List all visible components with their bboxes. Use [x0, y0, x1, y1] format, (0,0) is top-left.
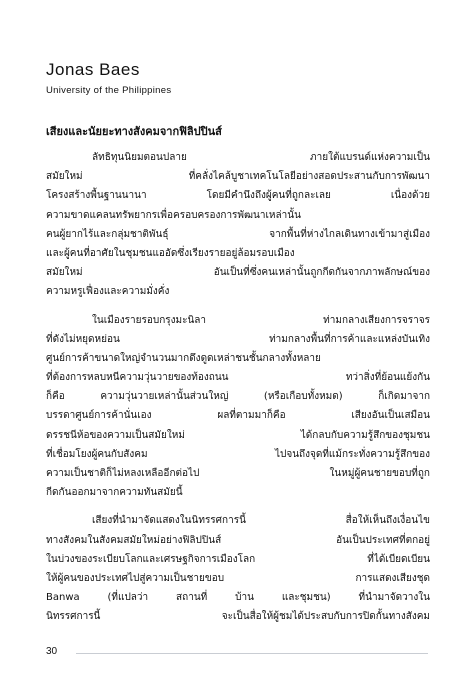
- text-line: Banwa (ที่แปลว่า สถานที่ บ้าน และชุมชน) ที่นำมาจัดวางใน: [46, 592, 430, 604]
- text-line: นิทรรศการนี้ จะเป็นสื่อให้ผู้ชมได้ประสบกับการปิดกั้นทางสังคม: [46, 611, 430, 623]
- text-line: เสียงที่นำมาจัดแสดงในนิทรรศการนี้ สื่อให้เห็นถึงเงื่อนไข: [92, 515, 430, 527]
- text-line: สมัยใหม่ อันเป็นที่ซึ่งคนเหล่านั้นถูกกีดกันจากภาพลักษณ์ของ: [46, 267, 430, 279]
- article-title: เสียงและนัยยะทางสังคมจากฟิลิปปินส์: [46, 125, 222, 138]
- text-line: ในเมืองรายรอบกรุงมะนิลา ท่ามกลางเสียงการจราจร: [92, 314, 430, 326]
- text-line: ที่เชื่อมโยงผู้คนกับสังคม ไปจนถึงจุดที่แม้กระทั่งความรู้สึกของ: [46, 448, 430, 460]
- text-line: ดรรชนีห้อของความเป็นสมัยใหม่ ได้กลบกับความรู้สึกของชุมชน: [46, 429, 430, 441]
- text-line: ที่ต้องการหลบหนีความวุ่นวายของท้องถนน ทว่าสิ่งที่ย้อนแย้งกัน: [46, 372, 430, 384]
- text-line: ศูนย์การค้าขนาดใหญ่จำนวนมากดึงดูดเหล่าชนชั้นกลางทั้งหลาย: [46, 352, 321, 364]
- article-body: [46, 148, 430, 636]
- text-line: ที่ดังไม่หยุดหย่อน ท่ามกลางพื้นที่การค้าและแหล่งบันเทิง: [46, 333, 430, 345]
- text-line: ลัทธิทุนนิยมตอนปลาย ภายใต้แบรนด์แห่งความเป็น: [92, 152, 430, 163]
- text-line: โครงสร้างพื้นฐานนานา โดยมีคำนึงถึงผู้คนที่ถูกละเลย เนื่องด้วย: [46, 190, 430, 202]
- text-line: สมัยใหม่ ที่คลั่งไคล้บูชาเทคโนโลยีอย่างสอดประสานกับการพัฒนา: [46, 171, 430, 183]
- text-line: ให้ผู้คนของประเทศไปสู่ความเป็นชายขอบ การแสดงเสียงชุด: [46, 572, 430, 584]
- text-line: บรรดาศูนย์การค้านั่นเอง ผลที่ตามมาก็คือ เสียงอันเป็นเสมือน: [46, 410, 430, 422]
- paragraph: [46, 311, 430, 503]
- text-line: ความขาดแคลนทรัพยากรเพื่อครอบครองการพัฒนาเหล่านั้น: [46, 209, 301, 221]
- paragraph: [46, 511, 430, 626]
- text-line: กีดกันออกมาจากความทันสมัยนี้: [46, 487, 183, 499]
- author-affiliation: University of the Philippines: [46, 85, 172, 96]
- footer-rule: [76, 653, 428, 654]
- text-line: ความหรูเฟื่องและความมั่งคั่ง: [46, 286, 170, 298]
- text-line: ในบ่วงของระเบียบโลกและเศรษฐกิจการเมืองโลก ที่ได้เบียดเบียน: [46, 553, 430, 565]
- paragraph: [46, 148, 430, 302]
- text-line: ก็คือ ความวุ่นวายเหล่านั้นส่วนใหญ่ (หรือเกือบทั้งหมด) ก็เกิดมาจาก: [46, 391, 430, 403]
- text-line: และผู้คนที่อาศัยในชุมชนแออัดซึ่งเรียงรายอยู่ล้อมรอบเมือง: [46, 247, 295, 259]
- page-number: 30: [46, 646, 58, 657]
- text-line: ความเป็นชาติก็ไม่หลงเหลืออีกต่อไป ในหมู่ผู้คนชายขอบที่ถูก: [46, 468, 430, 479]
- author-name: Jonas Baes: [46, 60, 140, 79]
- text-line: คนผู้ยากไร้และกลุ่มชาติพันธุ์ จากพื้นที่ห่างไกลเดินทางเข้ามาสู่เมือง: [46, 228, 430, 240]
- text-line: ทางสังคมในสังคมสมัยใหม่อย่างฟิลิปปินส์ อันเป็นประเทศที่ตกอยู่: [46, 534, 430, 546]
